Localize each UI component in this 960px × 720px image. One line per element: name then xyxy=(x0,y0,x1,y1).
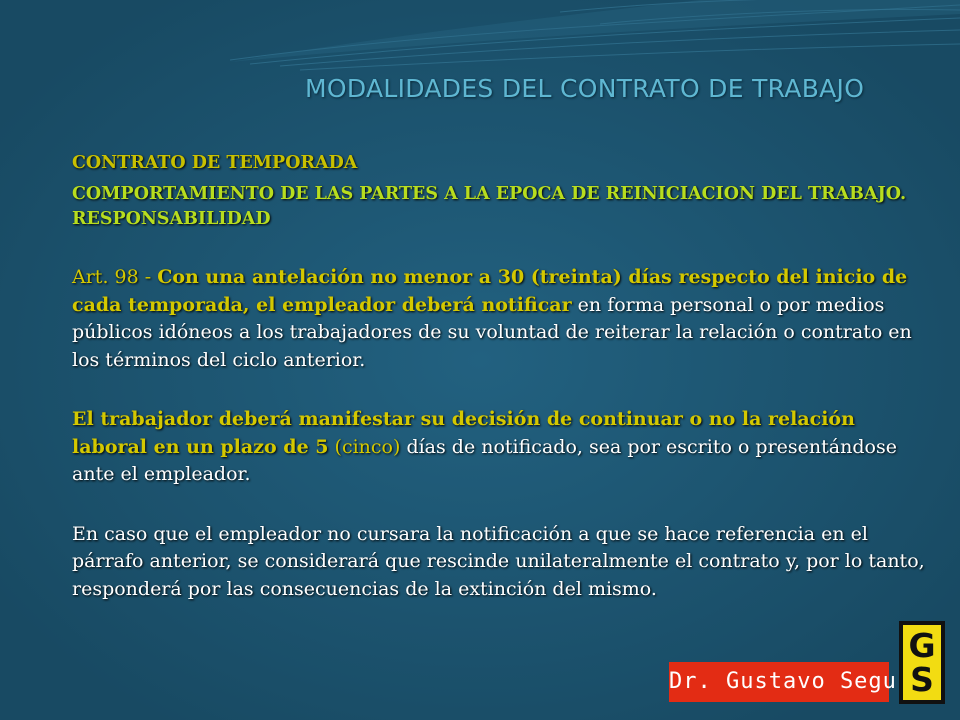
logo-letter-s: S xyxy=(910,659,934,699)
worker-text: días de notificado, sea por escrito o presentándose ante el empleador. xyxy=(72,435,897,485)
article-number: Art. 98 - xyxy=(72,266,158,288)
worker-highlight-days: (cinco) xyxy=(328,435,401,458)
heading-section: COMPORTAMIENTO DE LAS PARTES A LA EPOCA DE REINICIACION DEL TRABAJO. RESPONSABILIDAD xyxy=(72,184,907,229)
gs-logo xyxy=(899,621,945,704)
slide-content xyxy=(72,148,942,603)
paragraph-worker xyxy=(72,406,934,489)
heading-contract-type: CONTRATO DE TEMPORADA xyxy=(72,153,358,173)
slide-title: MODALIDADES DEL CONTRATO DE TRABAJO xyxy=(305,74,865,103)
article-highlight: Con una antelación no menor a 30 (treinta) días respecto del inicio de cada temporada, el empleador deberá notificar xyxy=(72,266,908,316)
article-text: en forma personal o por medios públicos idóneos a los trabajadores de su voluntad de reiterar la relación o contrato en los términos del ciclo anterior. xyxy=(72,293,912,371)
paragraph-rescission: En caso que el empleador no cursara la notificación a que se hace referencia en el párrafo anterior, se considerará que rescinde unilateralmente el contrato y, por lo tanto, responderá por las consecuencias de la extinción del mismo. xyxy=(72,522,925,600)
author-badge: Dr. Gustavo Segu xyxy=(669,662,889,702)
logo-letter-g: G xyxy=(908,625,936,665)
worker-highlight: El trabajador deberá manifestar su decisión de continuar o no la relación laboral en un plazo de 5 xyxy=(72,408,855,458)
paragraph-article-98 xyxy=(72,264,934,374)
